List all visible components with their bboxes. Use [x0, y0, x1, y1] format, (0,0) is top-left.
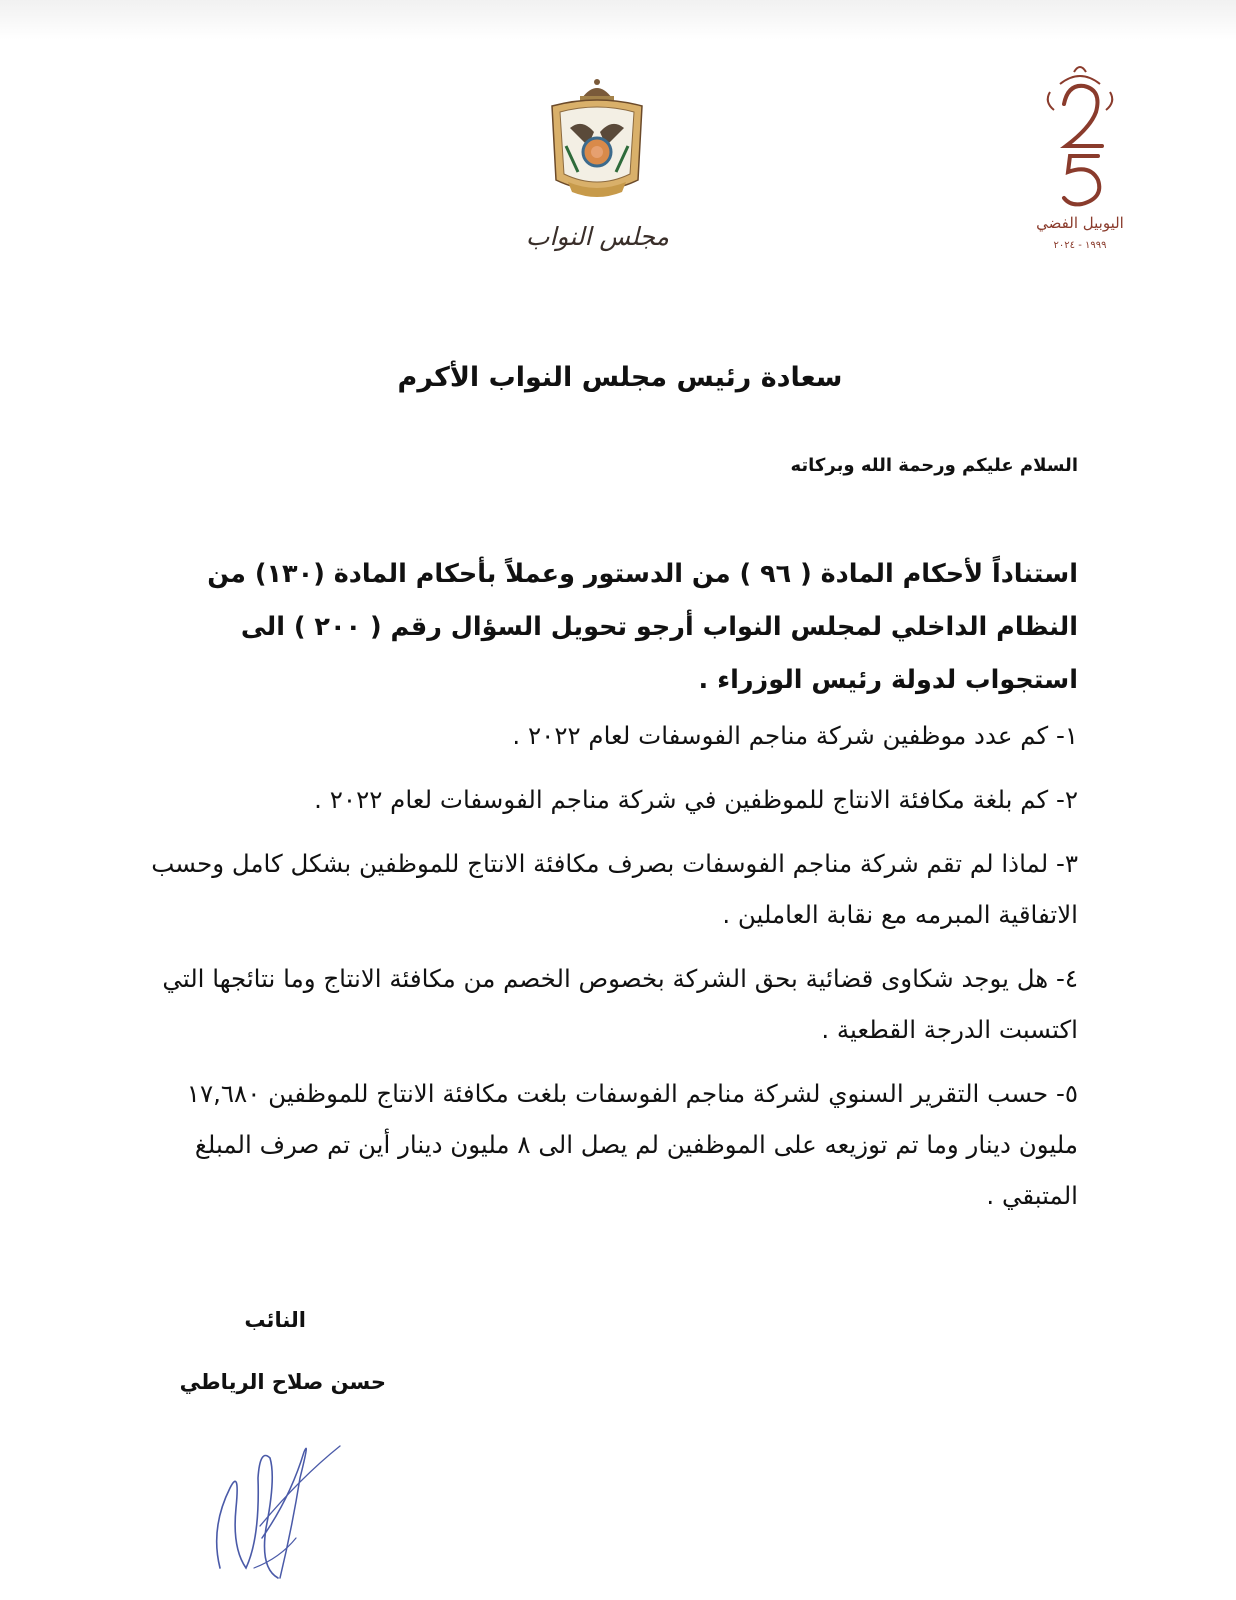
addressee-title: سعادة رئيس مجلس النواب الأكرم: [397, 362, 843, 393]
council-name-calligraphy: مجلس النواب: [525, 222, 670, 251]
signer-name: حسن صلاح الرياطي: [179, 1370, 386, 1394]
signer-title: النائب: [244, 1308, 306, 1332]
greeting-line: السلام عليكم ورحمة الله وبركاته: [790, 455, 1078, 476]
question-item: ٤- هل يوجد شكاوى قضائية بحق الشركة بخصوص الخصم من مكافئة الانتاج وما نتائجها التي اكتسبت الدرجة القطعية .: [162, 964, 1078, 1044]
jubilee-caption: اليوبيل الفضي: [1036, 214, 1124, 232]
question-item: ٢- كم بلغة مكافئة الانتاج للموظفين في شركة مناجم الفوسفات لعام ٢٠٢٢ .: [314, 785, 1078, 814]
question-item: ٥- حسب التقرير السنوي لشركة مناجم الفوسفات بلغت مكافئة الانتاج للموظفين ١٧,٦٨٠ مليون دينار وما تم توزيعه على الموظفين لم يصل الى ٨ مليون دينار أين تم صرف المبلغ المتبقي .: [186, 1079, 1078, 1210]
question-item: ٣- لماذا لم تقم شركة مناجم الفوسفات بصرف مكافئة الانتاج للموظفين بشكل كامل وحسب الاتفاقية المبرمه مع نقابة العاملين .: [151, 849, 1078, 929]
intro-paragraph: استناداً لأحكام المادة ( ٩٦ ) من الدستور وعملاً بأحكام المادة (١٣٠) من النظام الداخلي لمجلس النواب أرجو تحويل السؤال رقم ( ٢٠٠ ) الى استجواب لدولة رئيس الوزراء .: [207, 559, 1078, 695]
jubilee-years: ١٩٩٩ - ٢٠٢٤: [1053, 240, 1107, 251]
questions-list: [133, 710, 1078, 1234]
silver-jubilee-logo: [1030, 62, 1130, 272]
question-item: ١- كم عدد موظفين شركة مناجم الفوسفات لعام ٢٠٢٢ .: [512, 721, 1078, 750]
handwritten-signature: [200, 1418, 360, 1588]
coat-of-arms-emblem: [542, 76, 652, 206]
